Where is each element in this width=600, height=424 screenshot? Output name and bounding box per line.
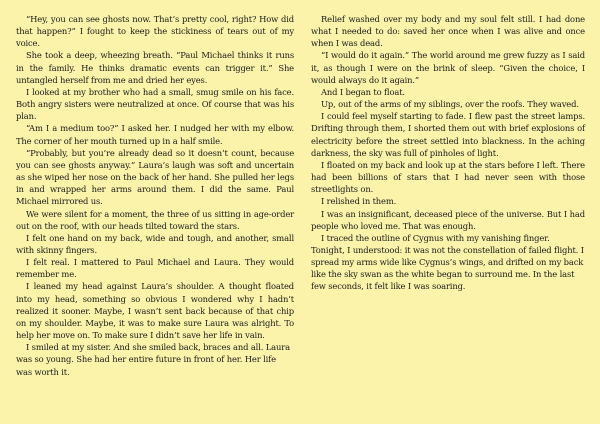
paragraph: I felt real. I mattered to Paul Michael and Laura. They would remember me. [16,257,294,280]
paragraph: I traced the outline of Cygnus with my vanishing finger. Tonight, I understood: it was not the constellation of failed flight. I spread my arms wide like Cygnus’s wings, and drifted on my back like the sky swan as the white began to surround me. In the last few seconds, it felt like I was soaring. [311,232,584,292]
paragraph: I could feel myself starting to fade. I flew past the street lamps. Drifting through them, I shorted them out with brief explosions of electricity before the street settled into blackness. In the aching darkness, the sky was full of pinholes of light. [311,111,585,158]
paragraph: I felt one hand on my back, wide and tough, and another, small with skinny fingers. [16,232,294,255]
paragraph: I relished in them. [321,196,397,207]
paragraph: “Probably, but you’re already dead so it doesn’t count, because you can see ghosts anyway.” Laura’s laugh was soft and uncertain as she wiped her nose on the back of her hand. She pulled her legs in and wrapped her arms around them. I did the same. Paul Michael mirrored us. [16,147,294,207]
paragraph: I floated on my back and look up at the stars before I left. There had been billions of stars that I had never seen with those streetlights on. [311,159,585,195]
paragraph: I smiled at my sister. And she smiled back, braces and all. Laura was so young. She had her entire future in front of her. Her life was worth it. [16,342,290,377]
paragraph: Relief washed over my body and my soul felt still. I had done what I needed to do: saved her once when I was alive and once when I was dead. [311,14,585,49]
paragraph: We were silent for a moment, the three of us sitting in age-order out on the roof, with our heads tilted toward the stars. [16,208,294,231]
paragraph: “I would do it again.” The world around me grew fuzzy as I said it, as though I were on the brink of sleep. “Given the choice, I would always do it again.” [311,50,585,85]
paragraph: “Am I a medium too?” I asked her. I nudged her with my elbow. The corner of her mouth turned up in a half smile. [16,123,294,146]
paragraph: I was an insignificant, deceased piece of the universe. But I had people who loved me. That was enough. [311,208,585,231]
paragraph: Up, out of the arms of my siblings, over the roofs. They waved. [321,99,579,110]
paragraph: “Hey, you can see ghosts now. That’s pretty cool, right? How did that happen?” I fought to keep the stickiness of tears out of my voice. [16,14,294,49]
left-page [16,13,294,378]
paragraph: She took a deep, wheezing breath. “Paul Michael thinks it runs in the family. He thinks dramatic events can trigger it.” She untangled herself from me and dried her eyes. [16,50,294,85]
paragraph: And I began to float. [321,86,405,97]
paragraph: I leaned my head against Laura’s shoulder. A thought floated into my head, something so obvious I wondered why I hadn’t realized it sooner. Maybe, I wasn’t sent back because of that chip on my shoulder. Maybe, it was to make sure Laura was alright. To help her move on. To make sure I didn’t save her life in vain. [16,281,294,341]
paragraph: I looked at my brother who had a small, smug smile on his face. Both angry sisters were neutralized at once. Of course that was his plan. [16,86,294,122]
right-page [311,13,585,293]
